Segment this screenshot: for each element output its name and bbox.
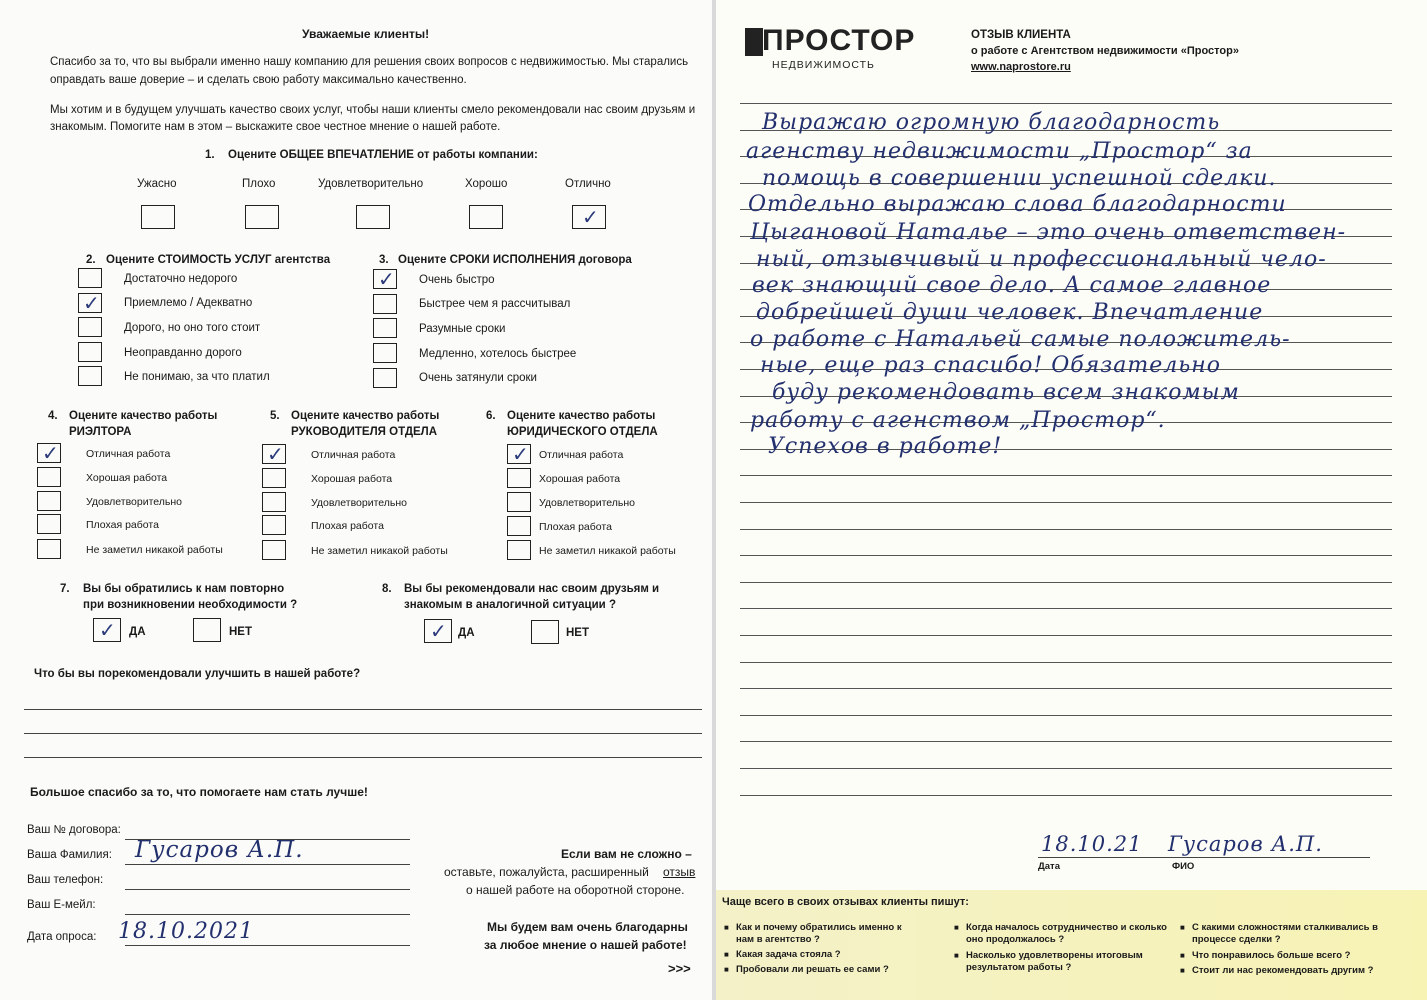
q8-no-label: НЕТ bbox=[566, 627, 589, 639]
logo-mark-icon bbox=[745, 28, 763, 56]
side-thanks-line-1: Мы будем вам очень благодарны bbox=[487, 920, 688, 934]
q5-checkbox[interactable] bbox=[262, 540, 286, 560]
intro-line-1: Спасибо за то, что вы выбрали именно нашу компанию для решения своих вопросов с недвижимостью. Мы старались bbox=[50, 56, 689, 68]
q4-number: 4. bbox=[48, 410, 58, 422]
q3-checkbox[interactable] bbox=[373, 294, 397, 314]
review-line: буду рекомендовать всем знакомым bbox=[772, 380, 1240, 405]
review-ruled-line[interactable] bbox=[740, 529, 1392, 530]
check-mark-icon: ✓ bbox=[512, 442, 529, 466]
check-mark-icon: ✓ bbox=[378, 267, 395, 291]
next-page-arrows[interactable]: >>> bbox=[668, 961, 691, 976]
q4-option-label: Отличная работа bbox=[86, 448, 171, 460]
intro-line-4: знакомым. Помогите нам в этом – выскажите свое честное мнение о нашей работе. bbox=[50, 121, 501, 133]
q6-checkbox[interactable] bbox=[507, 516, 531, 536]
q6-title-target: ЮРИДИЧЕСКОГО ОТДЕЛА bbox=[507, 426, 658, 438]
review-ruled-line[interactable] bbox=[740, 502, 1392, 503]
review-line: ные, еще раз спасибо! Обязательно bbox=[760, 353, 1222, 378]
review-ruled-line[interactable] bbox=[740, 582, 1392, 583]
footer-tip: ■ Пробовали ли решать ее сами ? bbox=[736, 964, 921, 976]
q8-number: 8. bbox=[382, 583, 392, 595]
q1-checkbox[interactable] bbox=[141, 205, 175, 229]
q4-checkbox[interactable] bbox=[37, 514, 61, 534]
review-line: ный, отзывчивый и профессиональный чело- bbox=[756, 247, 1327, 272]
review-line: Выражаю огромную благодарность bbox=[762, 110, 1221, 135]
q7-question-line-1: Вы бы обратились к нам повторно bbox=[83, 583, 285, 595]
q5-checkbox[interactable] bbox=[262, 492, 286, 512]
q5-option-label: Удовлетворительно bbox=[311, 497, 408, 509]
q1-option-label: Плохо bbox=[242, 178, 276, 190]
review-ruled-line[interactable] bbox=[740, 555, 1392, 556]
footer-tip: ■ С какими сложностями сталкивались в процессе сделки ? bbox=[1192, 922, 1392, 946]
review-ruled-line[interactable] bbox=[740, 741, 1392, 742]
review-line: работу с агенством „Простор“. bbox=[750, 408, 1166, 433]
q6-option-label: Хорошая работа bbox=[539, 473, 621, 485]
review-link[interactable]: отзыв bbox=[663, 865, 696, 879]
email-field[interactable] bbox=[125, 914, 410, 915]
q1-option-label: Хорошо bbox=[465, 178, 508, 190]
review-page bbox=[716, 0, 1427, 1000]
greeting: Уважаемые клиенты! bbox=[302, 27, 430, 41]
q7-question-line-2: при возникновении необходимости ? bbox=[83, 599, 298, 611]
q3-number: 3. bbox=[379, 254, 389, 266]
surname-handwritten: Гусаров А.П. bbox=[135, 837, 304, 863]
side-note-line-3: о нашей работе на оборотной стороне. bbox=[466, 883, 685, 897]
review-ruled-line[interactable] bbox=[740, 688, 1392, 689]
q2-checkbox[interactable] bbox=[78, 342, 102, 362]
thanks-heading: Большое спасибо за то, что помогаете нам стать лучше! bbox=[30, 785, 368, 799]
improve-question: Что бы вы порекомендовали улучшить в нашей работе? bbox=[34, 668, 361, 680]
review-line: добрейшей души человек. Впечатление bbox=[756, 300, 1264, 325]
check-mark-icon: ✓ bbox=[430, 619, 447, 643]
footer-tip: ■ Когда началось сотрудничество и сколько оно продолжалось ? bbox=[966, 922, 1171, 946]
q1-number: 1. bbox=[205, 149, 215, 161]
check-mark-icon: ✓ bbox=[99, 618, 116, 642]
date-label: Дата опроса: bbox=[27, 931, 97, 943]
q8-no-checkbox[interactable] bbox=[531, 620, 559, 644]
header-url-link[interactable]: www.naprostore.ru bbox=[971, 61, 1071, 73]
logo-sub: НЕДВИЖИМОСТЬ bbox=[772, 59, 875, 71]
q5-option-label: Не заметил никакой работы bbox=[311, 545, 448, 557]
q6-option-label: Отличная работа bbox=[539, 449, 624, 461]
phone-label: Ваш телефон: bbox=[27, 874, 104, 886]
review-line: о работе с Натальей самые положитель- bbox=[750, 327, 1291, 352]
q3-checkbox[interactable] bbox=[373, 343, 397, 363]
q6-option-label: Удовлетворительно bbox=[539, 497, 636, 509]
q3-checkbox[interactable] bbox=[373, 368, 397, 388]
review-ruled-line[interactable] bbox=[740, 795, 1392, 796]
q8-question-line-2: знакомым в аналогичной ситуации ? bbox=[404, 599, 616, 611]
q5-checkbox[interactable] bbox=[262, 515, 286, 535]
intro-line-3: Мы хотим и в будущем улучшать качество своих услуг, чтобы наши клиенты смело рекомендовали нас своим друзьям и bbox=[50, 104, 696, 116]
q6-option-label: Плохая работа bbox=[539, 521, 612, 533]
side-thanks-line-2: за любое мнение о нашей работе! bbox=[484, 938, 687, 952]
q4-option-label: Удовлетворительно bbox=[86, 496, 183, 508]
q4-title: Оцените качество работы bbox=[69, 410, 218, 422]
footer-tip: ■ Что понравилось больше всего ? bbox=[1192, 950, 1392, 962]
q5-option-label: Отличная работа bbox=[311, 449, 396, 461]
footer-tip: ■ Насколько удовлетворены итоговым результатом работы ? bbox=[966, 950, 1171, 974]
q5-checkbox[interactable] bbox=[262, 468, 286, 488]
q2-option-label: Неоправданно дорого bbox=[124, 347, 242, 359]
q5-title-target: РУКОВОДИТЕЛЯ ОТДЕЛА bbox=[291, 426, 438, 438]
q4-option-label: Плохая работа bbox=[86, 519, 159, 531]
q4-checkbox[interactable] bbox=[37, 539, 61, 559]
review-line: агенству недвижимости „Простор“ за bbox=[746, 139, 1253, 164]
survey-page bbox=[0, 0, 712, 1000]
q7-no-label: НЕТ bbox=[229, 626, 252, 638]
q6-title: Оцените качество работы bbox=[507, 410, 656, 422]
intro-line-2: оправдать ваше доверие – и сделать свою работу максимально качественно. bbox=[50, 74, 467, 86]
check-mark-icon: ✓ bbox=[582, 205, 599, 229]
q5-option-label: Хорошая работа bbox=[311, 473, 393, 485]
review-line: помощь в совершении успешной сделки. bbox=[762, 166, 1277, 191]
q2-checkbox[interactable] bbox=[78, 268, 102, 288]
q1-option-label: Удовлетворительно bbox=[318, 178, 424, 190]
check-mark-icon: ✓ bbox=[42, 441, 59, 465]
check-mark-icon: ✓ bbox=[83, 291, 100, 315]
q2-checkbox[interactable] bbox=[78, 317, 102, 337]
date-field[interactable] bbox=[125, 945, 410, 946]
header-subtitle: о работе с Агентством недвижимости «Простор» bbox=[971, 45, 1239, 57]
signature-name: Гусаров А.П. bbox=[1168, 832, 1323, 856]
review-ruled-line[interactable] bbox=[740, 662, 1392, 663]
q8-question-line-1: Вы бы рекомендовали нас своим друзьям и bbox=[404, 583, 660, 595]
phone-field[interactable] bbox=[125, 889, 410, 890]
q2-title: Оцените СТОИМОСТЬ УСЛУГ агентства bbox=[106, 254, 331, 266]
review-ruled-line[interactable] bbox=[740, 475, 1392, 476]
q8-yes-label: ДА bbox=[458, 627, 475, 639]
footer-title: Чаще всего в своих отзывах клиенты пишут: bbox=[722, 896, 969, 908]
q3-option-label: Разумные сроки bbox=[419, 323, 506, 335]
review-ruled-line[interactable] bbox=[740, 608, 1392, 609]
answer-line[interactable] bbox=[24, 709, 702, 710]
answer-line[interactable] bbox=[24, 733, 702, 734]
q6-checkbox[interactable] bbox=[507, 468, 531, 488]
review-ruled-line[interactable] bbox=[740, 715, 1392, 716]
q2-number: 2. bbox=[86, 254, 96, 266]
answer-line[interactable] bbox=[24, 757, 702, 758]
q3-option-label: Медленно, хотелось быстрее bbox=[419, 348, 577, 360]
review-line: век знающий свое дело. А самое главное bbox=[752, 273, 1272, 298]
q1-option-label: Ужасно bbox=[137, 178, 177, 190]
q1-checkbox[interactable] bbox=[356, 205, 390, 229]
side-note-line-2: оставьте, пожалуйста, расширенный bbox=[444, 865, 649, 879]
review-line: Успехов в работе! bbox=[768, 434, 1003, 459]
email-label: Ваш Е-мейл: bbox=[27, 899, 96, 911]
contract-label: Ваш № договора: bbox=[27, 824, 121, 836]
q6-option-label: Не заметил никакой работы bbox=[539, 545, 676, 557]
surname-label: Ваша Фамилия: bbox=[27, 849, 112, 861]
q3-checkbox[interactable] bbox=[373, 318, 397, 338]
q4-checkbox[interactable] bbox=[37, 467, 61, 487]
q2-checkbox[interactable] bbox=[78, 366, 102, 386]
side-note-line-1: Если вам не сложно – bbox=[561, 847, 692, 861]
q4-option-label: Хорошая работа bbox=[86, 472, 168, 484]
review-ruled-line[interactable] bbox=[740, 103, 1392, 104]
q7-number: 7. bbox=[60, 583, 70, 595]
q2-option-label: Приемлемо / Адекватно bbox=[124, 297, 253, 309]
review-ruled-line[interactable] bbox=[740, 635, 1392, 636]
fio-caption: ФИО bbox=[1172, 861, 1195, 872]
q4-option-label: Не заметил никакой работы bbox=[86, 544, 223, 556]
q7-no-checkbox[interactable] bbox=[193, 618, 221, 642]
signature-line bbox=[1038, 857, 1370, 858]
q1-title: Оцените ОБЩЕЕ ВПЕЧАТЛЕНИЕ от работы компании: bbox=[228, 149, 538, 161]
signature-date: 18.10.21 bbox=[1041, 832, 1143, 856]
footer-tip: ■ Как и почему обратились именно к нам в агентство ? bbox=[736, 922, 921, 946]
q3-option-label: Очень затянули сроки bbox=[419, 372, 537, 384]
check-mark-icon: ✓ bbox=[267, 442, 284, 466]
q2-option-label: Дорого, но оно того стоит bbox=[124, 322, 261, 334]
q4-checkbox[interactable] bbox=[37, 491, 61, 511]
q3-title: Оцените СРОКИ ИСПОЛНЕНИЯ договора bbox=[398, 254, 632, 266]
q6-checkbox[interactable] bbox=[507, 492, 531, 512]
q5-title: Оцените качество работы bbox=[291, 410, 440, 422]
q6-checkbox[interactable] bbox=[507, 540, 531, 560]
review-line: Отдельно выражаю слова благодарности bbox=[748, 192, 1287, 217]
review-line: Цыгановой Наталье – это очень ответствен- bbox=[750, 220, 1347, 245]
q2-option-label: Достаточно недорого bbox=[124, 273, 238, 285]
date-handwritten: 18.10.2021 bbox=[118, 919, 254, 944]
review-ruled-line[interactable] bbox=[740, 768, 1392, 769]
header-title: ОТЗЫВ КЛИЕНТА bbox=[971, 29, 1071, 41]
q5-option-label: Плохая работа bbox=[311, 520, 384, 532]
q6-number: 6. bbox=[486, 410, 496, 422]
date-caption: Дата bbox=[1038, 861, 1060, 872]
q1-checkbox[interactable] bbox=[245, 205, 279, 229]
surname-field[interactable] bbox=[125, 864, 410, 865]
footer-tip: ■ Какая задача стояла ? bbox=[736, 949, 921, 961]
footer-tip: ■ Стоит ли нас рекомендовать другим ? bbox=[1192, 965, 1392, 977]
q3-option-label: Быстрее чем я рассчитывал bbox=[419, 298, 571, 310]
q3-option-label: Очень быстро bbox=[419, 274, 495, 286]
q5-number: 5. bbox=[270, 410, 280, 422]
q7-yes-label: ДА bbox=[129, 626, 146, 638]
q1-option-label: Отлично bbox=[565, 178, 611, 190]
q1-checkbox[interactable] bbox=[469, 205, 503, 229]
q4-title-target: РИЭЛТОРА bbox=[69, 426, 132, 438]
logo-main: ПРОСТОР bbox=[762, 24, 916, 57]
q2-option-label: Не понимаю, за что платил bbox=[124, 371, 270, 383]
